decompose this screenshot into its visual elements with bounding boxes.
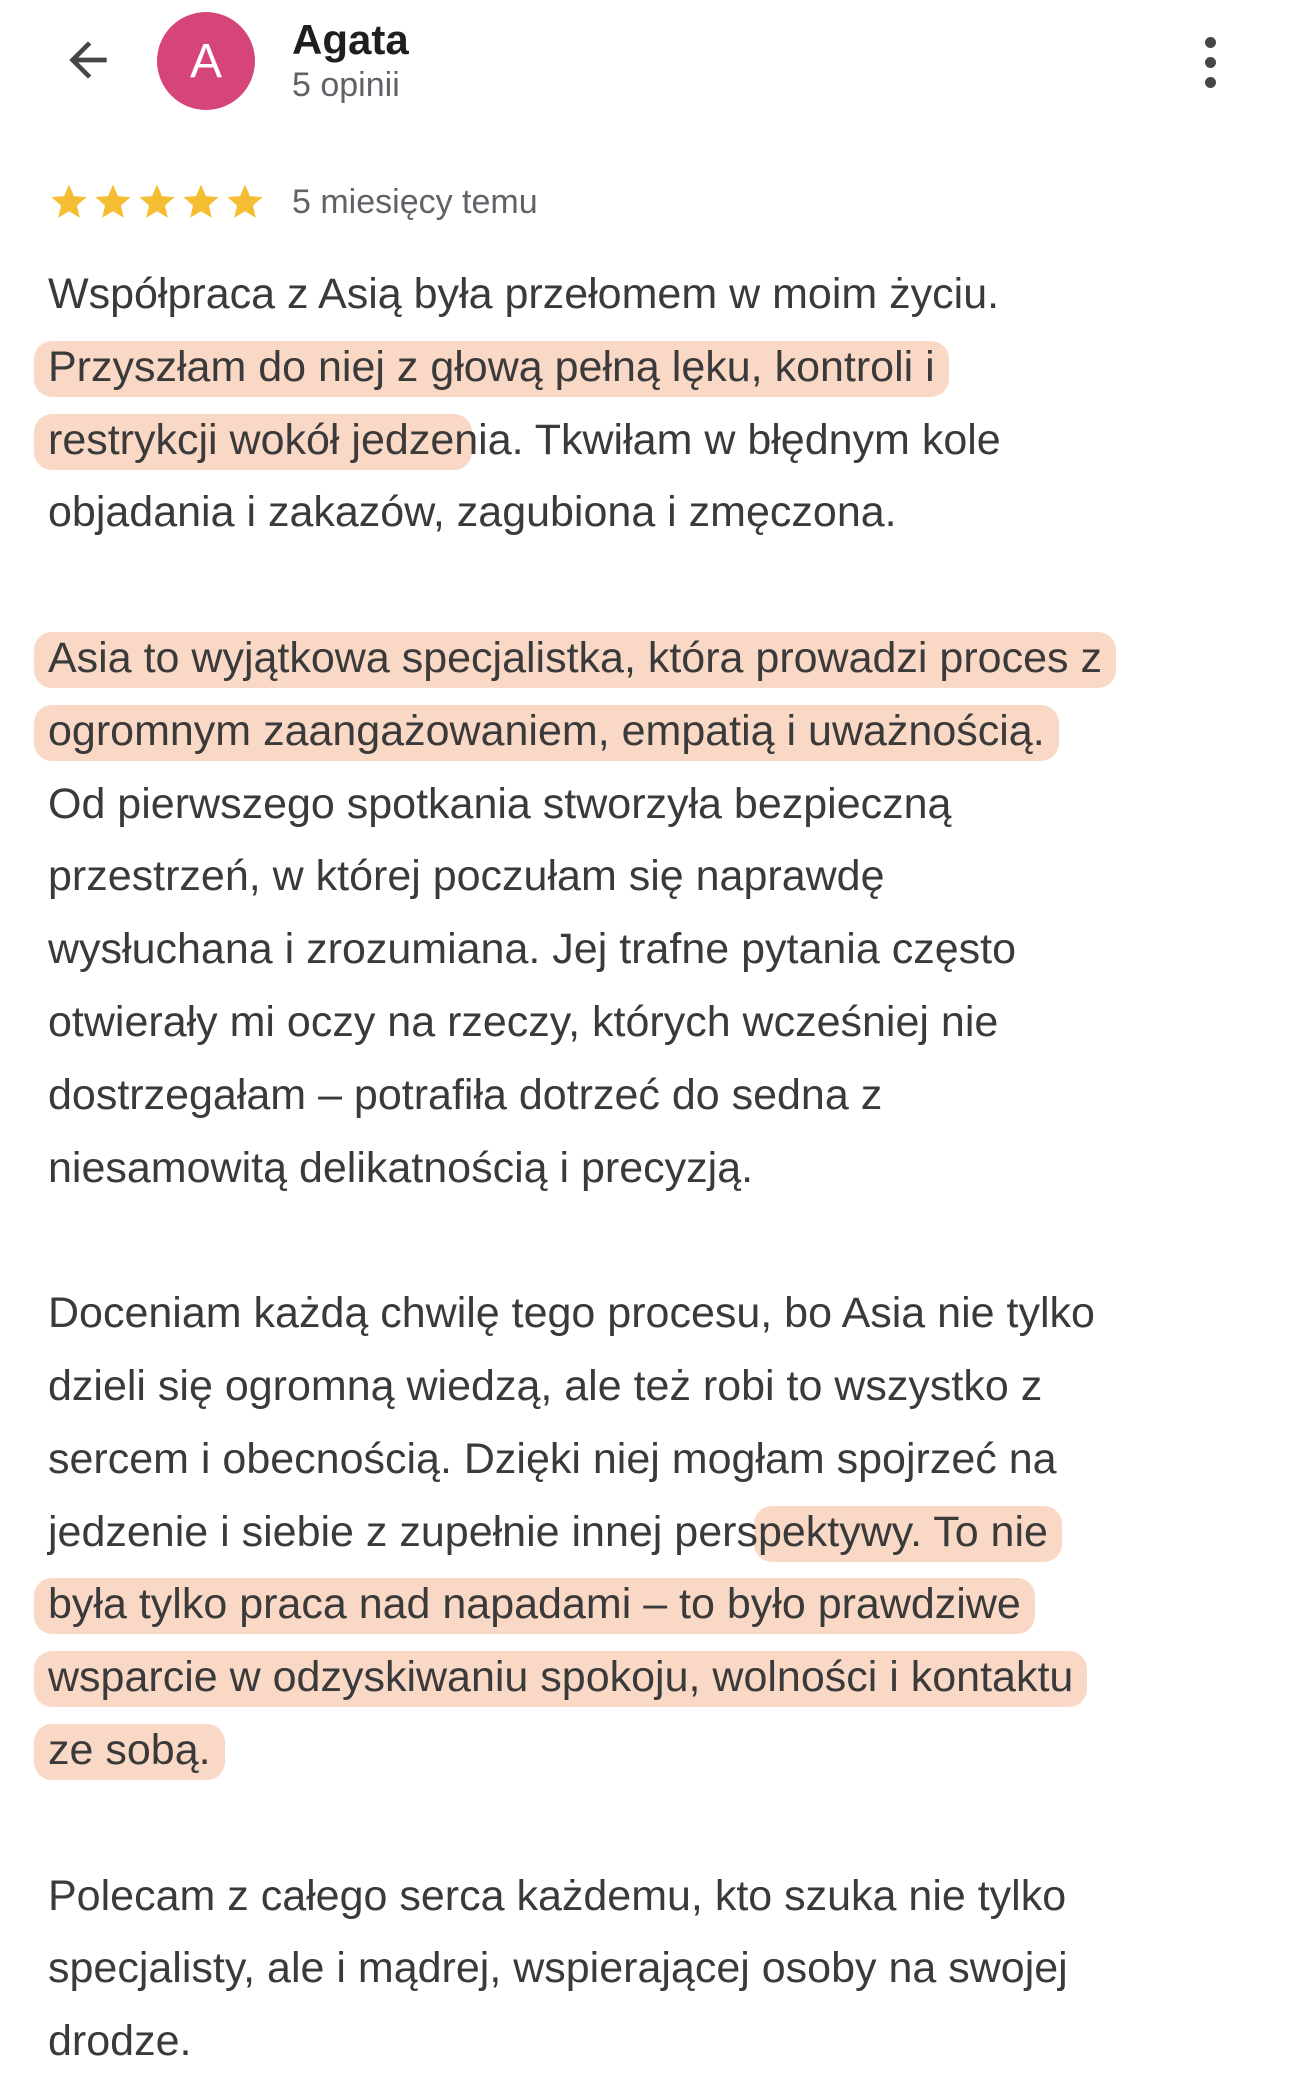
star-icon bbox=[136, 181, 178, 223]
review-line: drodze. bbox=[48, 2017, 192, 2066]
review-line: sercem i obecnością. Dzięki niej mogłam spojrzeć na bbox=[48, 1434, 1057, 1483]
arrow-back-icon bbox=[60, 32, 116, 88]
review-line: Od pierwszego spotkania stworzyła bezpieczną bbox=[48, 779, 952, 828]
review-header bbox=[0, 0, 1290, 130]
review-line: wsparcie w odzyskiwaniu spokoju, wolności i kontaktu bbox=[48, 1641, 1263, 1714]
review-line: Współpraca z Asią była przełomem w moim życiu. bbox=[48, 270, 1000, 318]
review-line: Doceniam każdą chwilę tego procesu, bo Asia nie tylko bbox=[48, 1289, 1095, 1338]
review-text bbox=[48, 258, 1263, 2078]
rating-row bbox=[48, 178, 538, 226]
star-rating bbox=[48, 181, 266, 223]
review-line: dzieli się ogromną wiedzą, ale też robi to wszystko z bbox=[48, 1361, 1043, 1410]
author-review-count: 5 opinii bbox=[292, 66, 400, 104]
more-options-button[interactable] bbox=[1186, 30, 1234, 94]
avatar[interactable] bbox=[157, 12, 255, 110]
review-line: Asia to wyjątkowa specjalistka, która prowadzi proces z bbox=[48, 622, 1263, 695]
review-line: objadania i zakazów, zagubiona i zmęczona. bbox=[48, 488, 897, 537]
review-line: jedzenie i siebie z zupełnie innej perspektywy. To nie bbox=[48, 1496, 1263, 1569]
avatar-letter: A bbox=[189, 34, 222, 88]
review-line: dostrzegałam – potrafiła dotrzeć do sedna z bbox=[48, 1070, 883, 1119]
review-line: specjalisty, ale i mądrej, wspierającej osoby na swojej bbox=[48, 1944, 1068, 1993]
review-paragraph bbox=[48, 258, 1263, 549]
more-vertical-icon bbox=[1205, 37, 1216, 48]
star-icon bbox=[92, 181, 134, 223]
author-name[interactable]: Agata bbox=[292, 16, 409, 63]
review-line: Przyszłam do niej z głową pełną lęku, kontroli i bbox=[48, 331, 1263, 404]
review-line: wysłuchana i zrozumiana. Jej trafne pytania często bbox=[48, 925, 1016, 974]
star-icon bbox=[180, 181, 222, 223]
review-paragraph bbox=[48, 1860, 1263, 2078]
review-line: restrykcji wokół jedzenia. Tkwiłam w błędnym kole bbox=[48, 404, 1263, 477]
back-button[interactable] bbox=[48, 28, 128, 92]
review-line: przestrzeń, w której poczułam się naprawdę bbox=[48, 852, 885, 901]
review-line: otwierały mi oczy na rzeczy, których wcześniej nie bbox=[48, 997, 999, 1046]
review-line: Polecam z całego serca każdemu, kto szuka nie tylko bbox=[48, 1871, 1067, 1920]
review-time: 5 miesięcy temu bbox=[292, 182, 538, 221]
review-line: ze sobą. bbox=[48, 1714, 1263, 1787]
review-line: ogromnym zaangażowaniem, empatią i uważnością. bbox=[48, 695, 1263, 768]
review-paragraph bbox=[48, 622, 1263, 1204]
star-icon bbox=[48, 181, 90, 223]
review-line: była tylko praca nad napadami – to było prawdziwe bbox=[48, 1568, 1263, 1641]
star-icon bbox=[224, 181, 266, 223]
review-paragraph bbox=[48, 1277, 1263, 1787]
review-line: niesamowitą delikatnością i precyzją. bbox=[48, 1143, 754, 1192]
